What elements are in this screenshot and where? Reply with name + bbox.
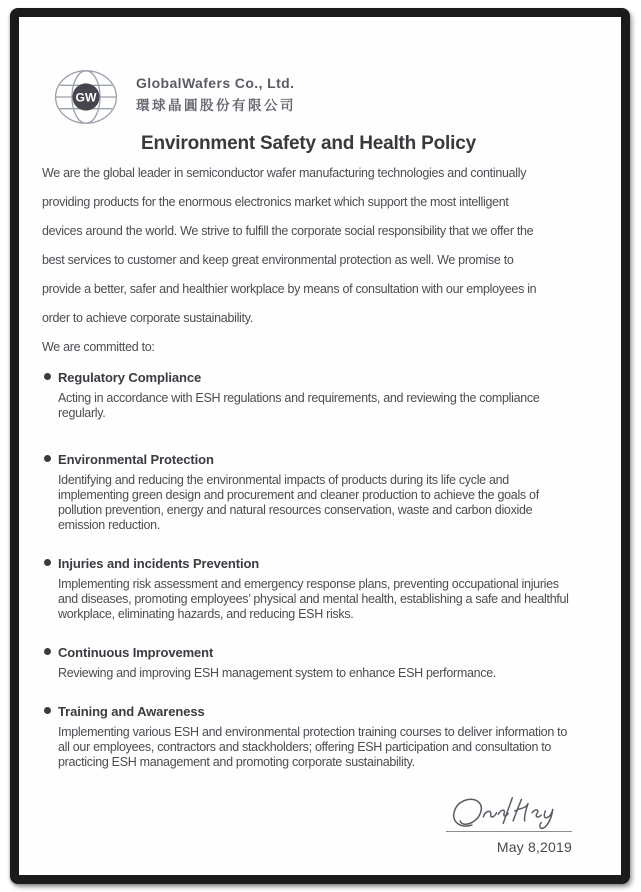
commitment-item: [42, 644, 575, 681]
commitment-title: Training and Awareness: [58, 704, 205, 719]
intro-line: We are the global leader in semiconductor wafer manufacturing technologies and continually: [42, 166, 527, 180]
company-name-english: GlobalWafers Co., Ltd.: [136, 75, 295, 91]
commitment-title: Environmental Protection: [58, 452, 214, 467]
bullet-icon: [44, 455, 51, 462]
intro-paragraph: [42, 159, 575, 333]
signature-handwriting: [446, 792, 572, 830]
commitment-list: [42, 369, 575, 770]
policy-page: [19, 17, 621, 875]
company-name-chinese: 環球晶圓股份有限公司: [136, 98, 296, 113]
document-title: Environment Safety and Health Policy: [141, 133, 476, 154]
signature-block: [446, 792, 572, 855]
committed-line: We are committed to:: [42, 340, 155, 354]
commitment-heading: [58, 369, 575, 386]
bullet-icon: [44, 559, 51, 566]
commitment-item: [42, 555, 575, 622]
signature-line: [446, 831, 572, 832]
commitment-title: Injuries and incidents Prevention: [58, 556, 260, 571]
commitment-title: Continuous Improvement: [58, 645, 214, 660]
commitment-description: Identifying and reducing the environmental impacts of products during its life cycle and implementing green design and procurement and cleaner production to achieve the goals of pollution prevention, energy and natural resources conservation, waste and carbon dioxide emission reduction.: [58, 473, 539, 532]
bullet-icon: [44, 707, 51, 714]
commitment-heading: [58, 644, 575, 661]
commitment-heading: [58, 555, 575, 572]
commitment-heading: [58, 451, 575, 468]
company-names: [136, 68, 296, 114]
logo-monogram: GW: [75, 90, 97, 105]
intro-line: providing products for the enormous electronics market which support the most intelligent: [42, 195, 509, 209]
intro-line: devices around the world. We strive to fulfill the corporate social responsibility that we offer the: [42, 224, 534, 238]
commitment-description: Acting in accordance with ESH regulations and requirements, and reviewing the compliance regularly.: [58, 391, 540, 420]
intro-line: provide a better, safer and healthier workplace by means of consultation with our employees in: [42, 282, 537, 296]
intro-line: best services to customer and keep great environmental protection as well. We promise to: [42, 253, 514, 267]
scanned-document-frame: [10, 8, 630, 884]
bullet-icon: [44, 648, 51, 655]
signature-date: May 8,2019: [496, 839, 572, 855]
commitment-description: Reviewing and improving ESH management system to enhance ESH performance.: [58, 666, 497, 680]
bullet-icon: [44, 373, 51, 380]
commitment-heading: [58, 703, 575, 720]
globalwafers-globe-logo-icon: [53, 68, 119, 126]
intro-line: order to achieve corporate sustainability.: [42, 311, 253, 325]
company-header: [53, 68, 575, 128]
commitment-item: [42, 451, 575, 533]
commitment-description: Implementing risk assessment and emergency response plans, preventing occupational injuries and diseases, promoting employees’ physical and mental health, establishing a safe and healthful workplace, eliminating hazards, and reducing ESH risks.: [58, 577, 569, 621]
commitment-item: [42, 369, 575, 421]
commitment-description: Implementing various ESH and environmental protection training courses to deliver information to all our employees, contractors and stackholders; offering ESH participation and consultation to practicing ESH management and promoting corporate sustainability.: [58, 725, 567, 769]
commitment-item: [42, 703, 575, 770]
commitment-title: Regulatory Compliance: [58, 370, 202, 385]
